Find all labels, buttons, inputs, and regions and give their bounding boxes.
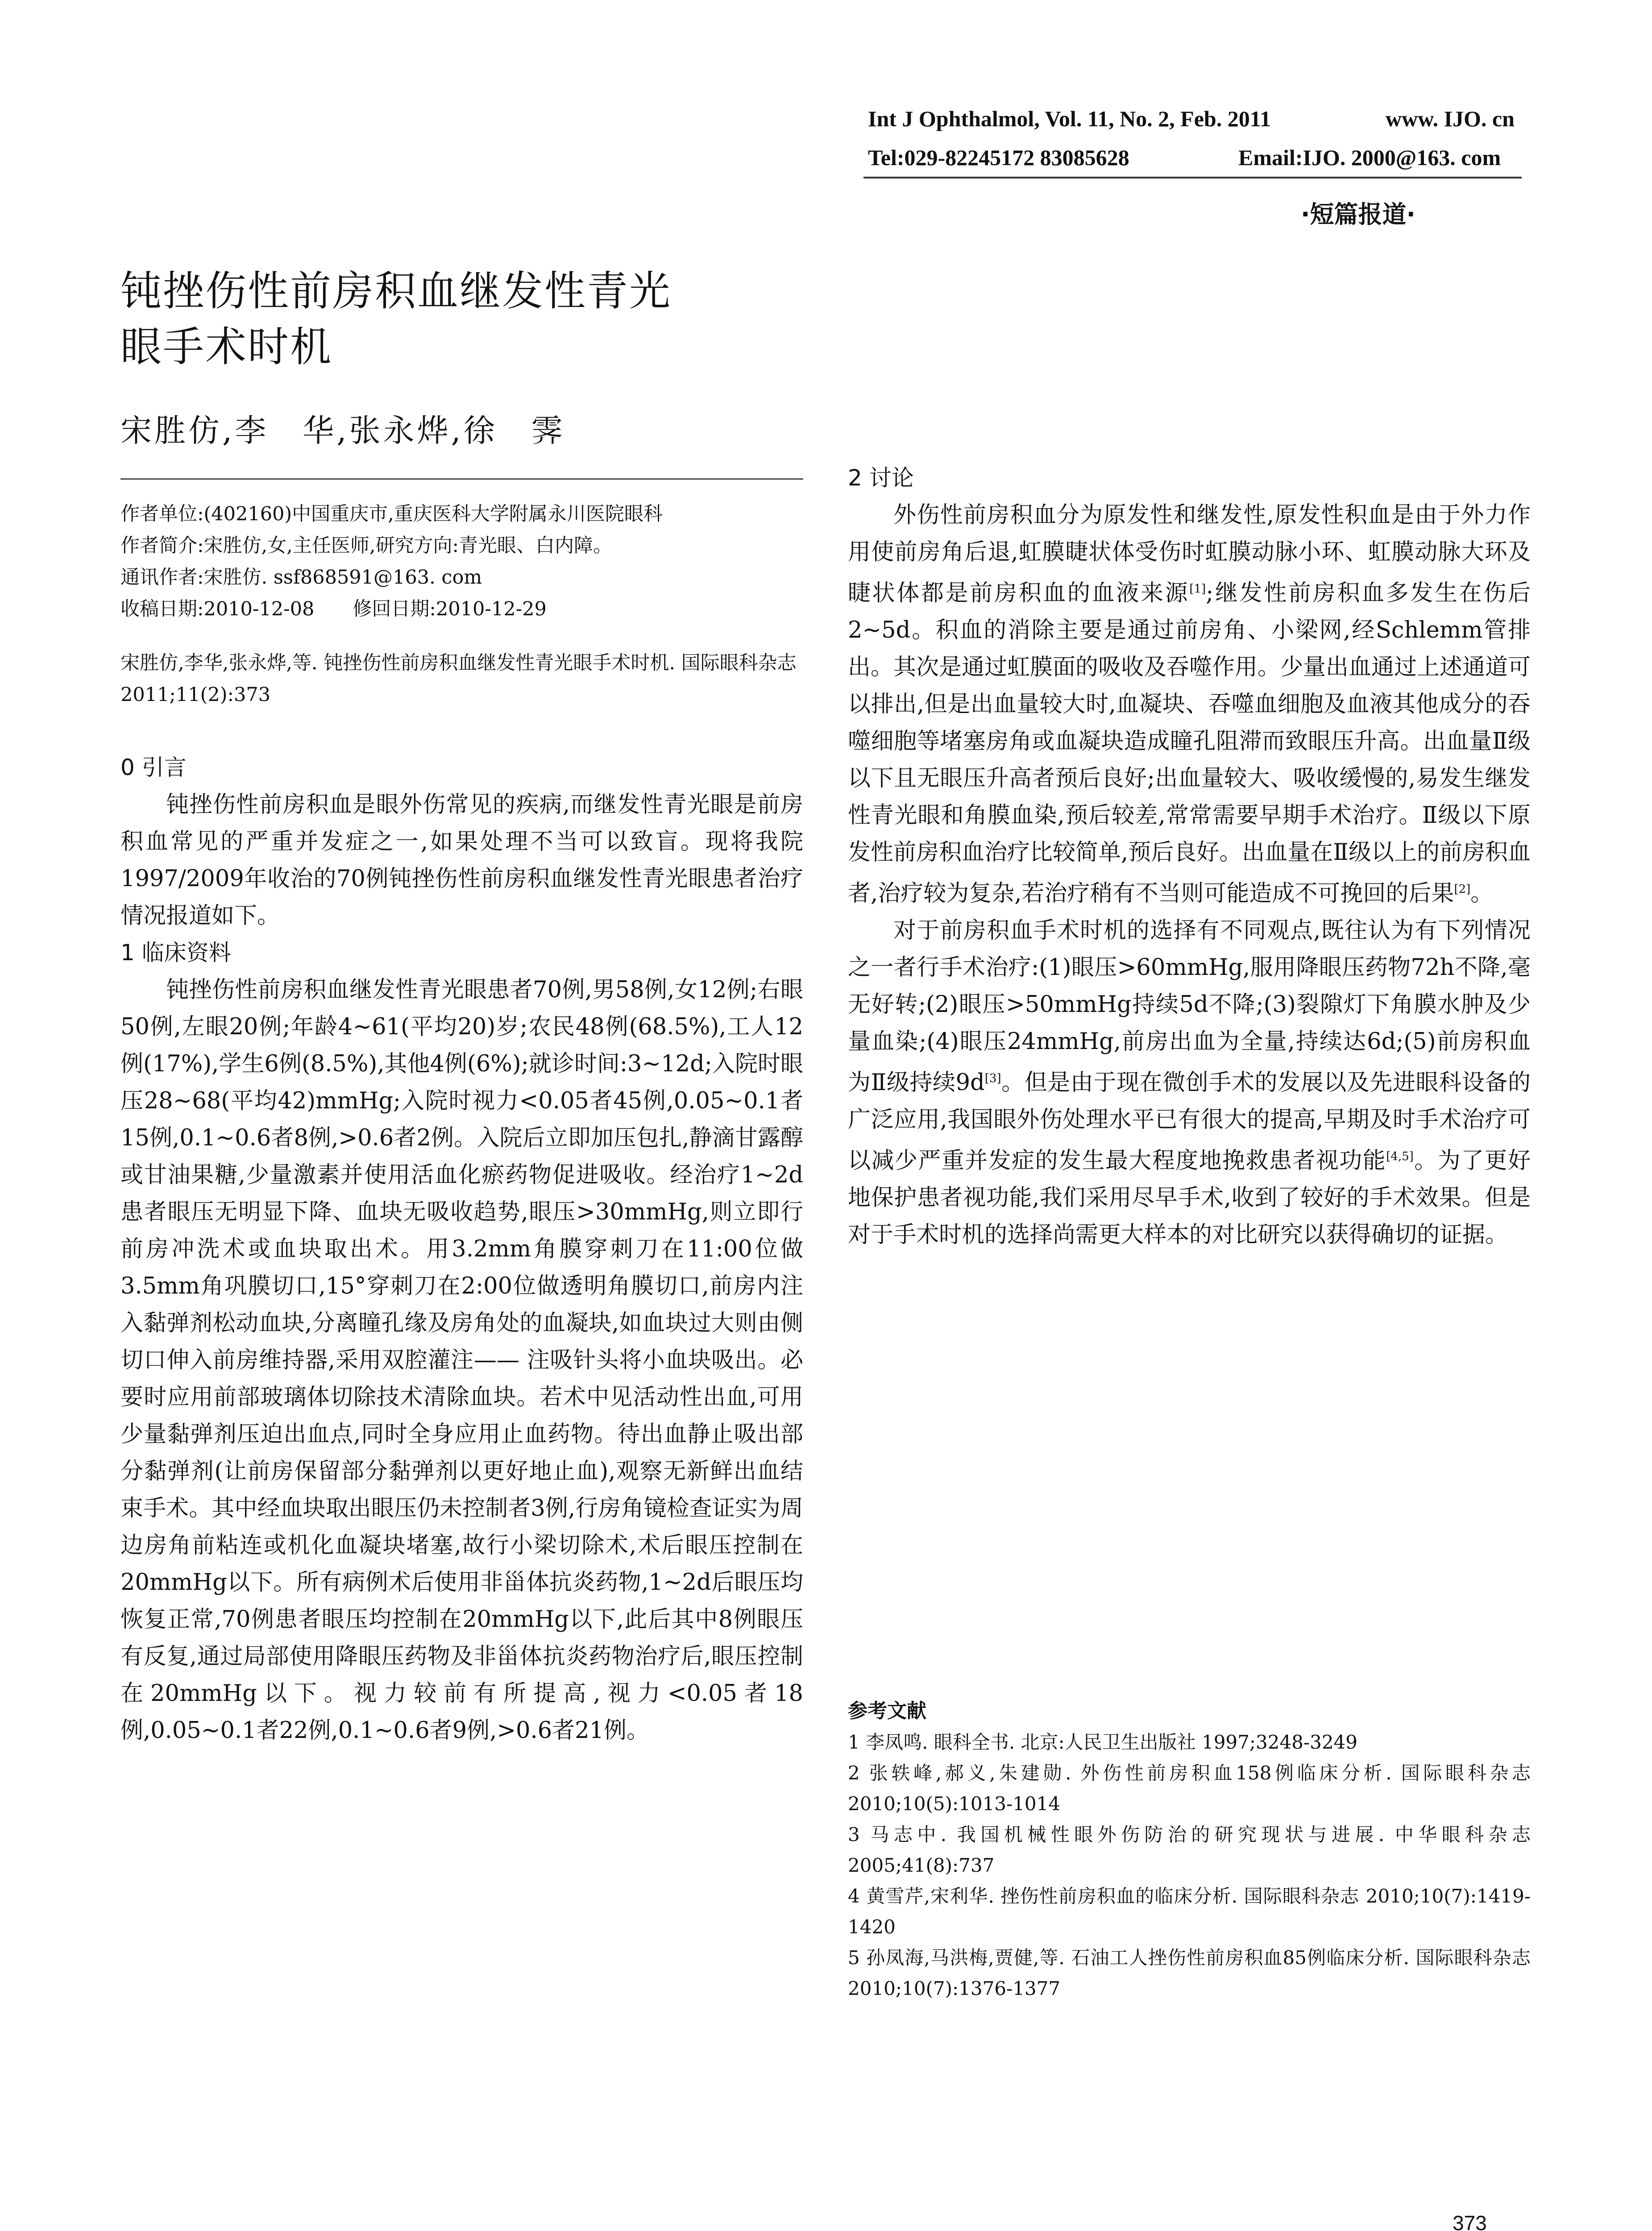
section-2-p2-text-a: 对于前房积血手术时机的选择有不同观点,既往认为有下列情况之一者行手术治疗:(1)眼压>60mmHg,服用降眼压药物72h不降,毫无好转;(2)眼压>50mmHg持续5d不降;(3)裂隙灯下角膜水肿及少量血染;(4)眼压24mmHg,前房出血为全量,持续达6d;(5)前房积血为Ⅱ级持续9d (848, 917, 1531, 1096)
page-number: 373 (1453, 2211, 1487, 2231)
citation-marker: [1] (1189, 582, 1206, 596)
citation-marker: [2] (1454, 883, 1471, 896)
authors: 宋胜仿,李 华,张永烨,徐 霁 (120, 412, 565, 449)
section-1-paragraph: 钝挫伤性前房积血继发性青光眼患者70例,男58例,女12例;右眼50例,左眼20例;年龄4~61(平均20)岁;农民48例(68.5%),工人12例(17%),学生6例(8.5%),其他4例(6%);就诊时间:3~12d;入院时眼压28~68(平均42)mmHg;入院时视力<0.05者45例,0.05~0.1者15例,0.1~0.6者8例,>0.6者2例。入院后立即加压包扎,静滴甘露醇或甘油果糖,少量激素并使用活血化瘀药物促进吸收。经治疗1~2d患者眼压无明显下降、血块无吸收趋势,眼压>30mmHg,则立即行前房冲洗术或血块取出术。用3.2mm角膜穿刺刀在11:00位做3.5mm角巩膜切口,15°穿刺刀在2:00位做透明角膜切口,前房内注入黏弹剂松动血块,分离瞳孔缘及房角处的血凝块,如血块过大则由侧切口伸入前房维持器,采用双腔灌注—— 注吸针头将小血块吸出。必要时应用前部玻璃体切除技术清除血块。若术中见活动性出血,可用少量黏弹剂压迫出血点,同时全身应用止血药物。待出血静止吸出部分黏弹剂(让前房保留部分黏弹剂以更好地止血),观察无新鲜出血结束手术。其中经血块取出眼压仍未控制者3例,行房角镜检查证实为周边房角前粘连或机化血凝块堵塞,故行小梁切除术,术后眼压控制在20mmHg以下。所有病例术后使用非甾体抗炎药物,1~2d后眼压均恢复正常,70例患者眼压均控制在20mmHg以下,此后其中8例眼压有反复,通过局部使用降眼压药物及非甾体抗炎药物治疗后,眼压控制在20mmHg以下。视力较前有所提高,视力<0.05者18例,0.05~0.1者22例,0.1~0.6者9例,>0.6者21例。 (120, 977, 803, 1744)
section-0-paragraph: 钝挫伤性前房积血是眼外伤常见的疾病,而继发性青光眼是前房积血常见的严重并发症之一,如果处理不当可以致盲。现将我院1997/2009年收治的70例钝挫伤性前房积血继发性青光眼患者治疗情况报道如下。 (120, 792, 803, 929)
references-heading: 参考文献 (848, 1700, 926, 1722)
reference-item: 5 孙凤海,马洪梅,贾健,等. 石油工人挫伤性前房积血85例临床分析. 国际眼科杂志 2010;10(7):1376-1377 (848, 1947, 1531, 1999)
section-2-paragraph-1 (848, 497, 1531, 912)
journal-citation-header: Int J Ophthalmol, Vol. 11, No. 2, Feb. 2011 (868, 106, 1271, 131)
title-rule (120, 478, 803, 480)
journal-email: Email:IJO. 2000@163. com (1238, 145, 1501, 170)
section-2-paragraph-2 (848, 912, 1531, 1253)
received-dates: 收稿日期:2010-12-08 修回日期:2010-12-29 (120, 598, 547, 620)
reference-item: 4 黄雪芹,宋利华. 挫伤性前房积血的临床分析. 国际眼科杂志 2010;10(7):1419-1420 (848, 1885, 1531, 1938)
right-column (848, 263, 1531, 1696)
title-line-2: 眼手术时机 (120, 323, 333, 371)
citation-marker: [3] (984, 1072, 1001, 1085)
citation-marker: [4,5] (1386, 1150, 1414, 1163)
reference-item: 2 张轶峰,郝义,朱建勋. 外伤性前房积血158例临床分析. 国际眼科杂志 2010;10(5):1013-1014 (848, 1762, 1531, 1815)
corresponding-author: 通讯作者:宋胜仿. ssf868591@163. com (120, 566, 482, 589)
affiliation: 作者单位:(402160)中国重庆市,重庆医科大学附属永川医院眼科 (120, 503, 663, 525)
article-title (120, 263, 803, 375)
section-tag: ·短篇报道· (1301, 200, 1416, 228)
reference-item: 3 马志中. 我国机械性眼外伤防治的研究现状与进展. 中华眼科杂志 2005;41(8):737 (848, 1824, 1531, 1876)
article-meta (120, 498, 803, 711)
left-column (120, 263, 803, 2131)
journal-website: www. IJO. cn (1386, 106, 1515, 131)
reference-item: 1 李凤鸣. 眼科全书. 北京:人民卫生出版社 1997;3248-3249 (848, 1731, 1357, 1753)
section-2-p2-text-b: 。但是由于现在微创手术的发展以及先进眼科设备的广泛应用,我国眼外伤处理水平已有很大的提高,早期及时手术治疗可以减少严重并发症的发生最大程度地挽救患者视功能 (848, 1070, 1531, 1174)
journal-tel: Tel:029-82245172 83085628 (868, 145, 1129, 170)
citation: 宋胜仿,李华,张永烨,等. 钝挫伤性前房积血继发性青光眼手术时机. 国际眼科杂志 2011;11(2):373 (120, 652, 797, 706)
section-0-heading: 0 引言 (120, 755, 187, 780)
section-2-p1-text-c: 。 (1470, 880, 1494, 907)
references (848, 1696, 1531, 2004)
section-1-heading: 1 临床资料 (120, 940, 231, 966)
section-2-p1-text-b: ;继发性前房积血多发生在伤后2~5d。积血的消除主要是通过前房角、小梁网,经Schlemm管排出。其次是通过虹膜面的吸收及吞噬作用。少量出血通过上述通道可以排出,但是出血量较大时,血凝块、吞噬血细胞及血液其他成分的吞噬细胞等堵塞房角或血凝块造成瞳孔阻滞而致眼压升高。出血量Ⅱ级以下且无眼压升高者预后良好;出血量较大、吸收缓慢的,易发生继发性青光眼和角膜血染,预后较差,常常需要早期手术治疗。Ⅱ级以下原发性前房积血治疗比较简单,预后良好。出血量在Ⅱ级以上的前房积血者,治疗较为复杂,若治疗稍有不当则可能造成不可挽回的后果 (848, 580, 1531, 907)
header-rule (863, 177, 1522, 178)
section-1-continuation (848, 263, 1531, 460)
title-line-1: 钝挫伤性前房积血继发性青光 (120, 267, 672, 315)
section-2-heading: 2 讨论 (848, 465, 914, 491)
section-2-p2-text-c: 。为了更好地保护患者视功能,我们采用尽早手术,收到了较好的手术效果。但是对于手术时机的选择尚需更大样本的对比研究以获得确切的证据。 (848, 1148, 1531, 1248)
left-body (120, 749, 803, 2131)
section-2-p1-text-a: 外伤性前房积血分为原发性和继发性,原发性积血是由于外力作用使前房角后退,虹膜睫状体受伤时虹膜动脉小环、虹膜动脉大环及睫状体都是前房积血的血液来源 (848, 502, 1531, 606)
author-bio: 作者简介:宋胜仿,女,主任医师,研究方向:青光眼、白内障。 (120, 535, 612, 557)
